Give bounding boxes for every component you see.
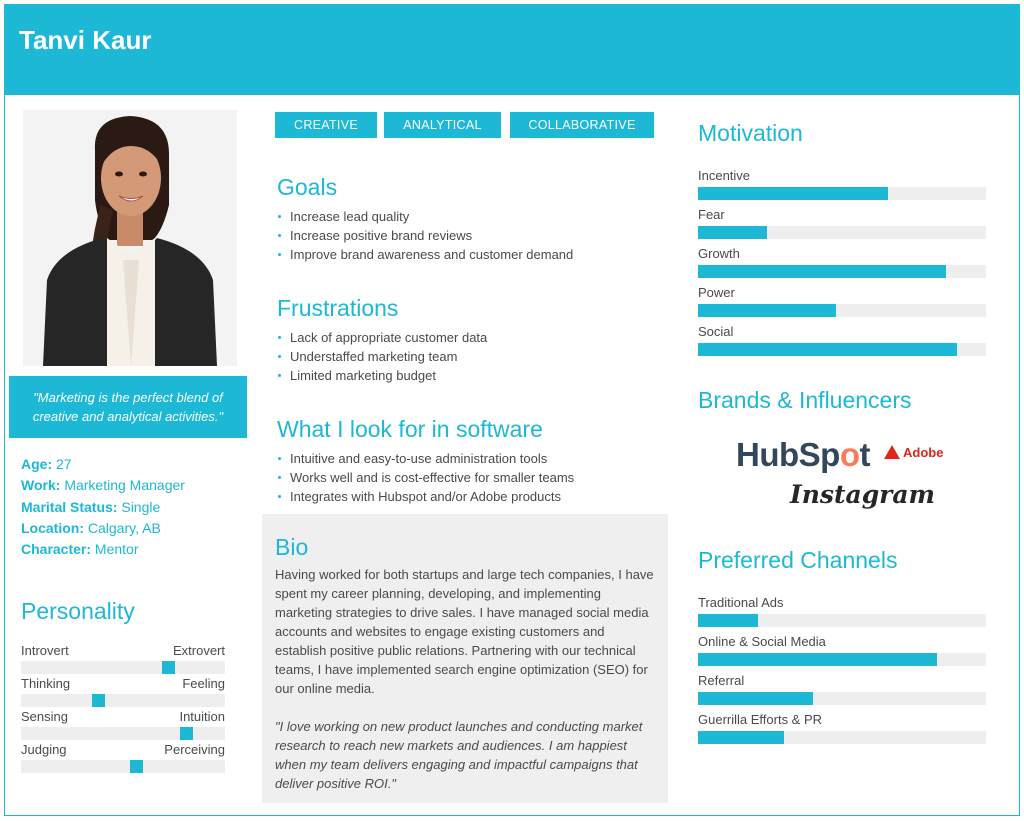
bar-label: Online & Social Media (698, 634, 826, 649)
goals-title: Goals (277, 174, 338, 200)
trait-knob (180, 727, 193, 740)
trait-track (21, 760, 225, 773)
bio-title: Bio (275, 534, 309, 560)
motivation-power (698, 285, 986, 324)
bio-panel (262, 514, 668, 803)
info-location: Location: Calgary, AB (21, 519, 161, 536)
bar-track (698, 692, 986, 705)
bar-fill (698, 731, 784, 744)
bar-track (698, 265, 986, 278)
frustrations-section (277, 295, 487, 385)
bar-track (698, 731, 986, 744)
software-list (277, 449, 574, 506)
trait-right-label: Perceiving (164, 742, 225, 757)
list-item: Intuitive and easy-to-use administration tools (277, 449, 574, 468)
motivation-social (698, 324, 986, 363)
list-item: Integrates with Hubspot and/or Adobe products (277, 487, 574, 506)
trait-track (21, 727, 225, 740)
motivation-title: Motivation (698, 120, 803, 146)
trait-left-label: Sensing (21, 709, 68, 724)
bar-track (698, 187, 986, 200)
bar-label: Incentive (698, 168, 751, 183)
trait-sensing-intuition (21, 709, 225, 742)
bar-fill (698, 614, 758, 627)
bar-label: Guerrilla Efforts & PR (698, 712, 823, 727)
bar-fill (698, 187, 888, 200)
info-marital-status: Marital Status: Single (21, 498, 161, 515)
hubspot-logo: HubSpot (736, 436, 870, 473)
bar-track (698, 653, 986, 666)
brands-title: Brands & Influencers (698, 387, 912, 413)
bar-fill (698, 304, 836, 317)
list-item: Lack of appropriate customer data (277, 328, 487, 347)
info-work: Work: Marketing Manager (21, 477, 185, 494)
adobe-logo: Adobe (884, 445, 943, 460)
list-item: Works well and is cost-effective for smaller teams (277, 468, 574, 487)
bio-text: Having worked for both startups and large tech companies, I have spent my career planning, developing, and implementing marketing strategies to drive sales. I have managed social media accounts and websites to engage existing customers and establish positive public relations. Partnering with our technical teams, I have implemented search engine optimization (SEO) for our online media. (275, 567, 654, 696)
bar-track (698, 614, 986, 627)
bar-fill (698, 653, 937, 666)
trait-right-label: Feeling (182, 676, 225, 691)
trait-knob (130, 760, 143, 773)
channel-guerrilla-pr (698, 712, 986, 751)
brand-logos (698, 428, 986, 518)
trait-introvert-extrovert (21, 643, 225, 676)
persona-photo (23, 110, 237, 366)
trait-left-label: Introvert (21, 643, 69, 658)
channel-online-social (698, 634, 986, 673)
bar-label: Referral (698, 673, 745, 688)
trait-knob (92, 694, 105, 707)
motivation-growth (698, 246, 986, 285)
adobe-icon (884, 445, 900, 459)
bar-label: Traditional Ads (698, 595, 784, 610)
trait-right-label: Intuition (179, 709, 225, 724)
list-item: Increase lead quality (277, 207, 573, 226)
bar-track (698, 343, 986, 356)
trait-left-label: Judging (21, 742, 67, 757)
channel-referral (698, 673, 986, 712)
tag-collaborative: COLLABORATIVE (510, 112, 654, 138)
list-item: Increase positive brand reviews (277, 226, 573, 245)
list-item: Improve brand awareness and customer demand (277, 245, 573, 264)
bar-track (698, 226, 986, 239)
frustrations-title: Frustrations (277, 295, 399, 321)
portrait-image (23, 110, 237, 366)
trait-judging-perceiving (21, 742, 225, 775)
tag-creative: CREATIVE (275, 112, 377, 138)
instagram-logo: Instagram (790, 480, 935, 509)
bar-track (698, 304, 986, 317)
info-age: Age: 27 (21, 456, 72, 472)
motivation-incentive (698, 168, 986, 207)
list-item: Limited marketing budget (277, 366, 487, 385)
trait-left-label: Thinking (21, 676, 71, 691)
trait-track (21, 694, 225, 707)
bar-fill (698, 692, 813, 705)
bio-quote: "I love working on new product launches and conducting market research to reach new markets and audiences. I am happiest when my team delivers engaging and impactful campaigns that deliver positive ROI." (275, 719, 643, 791)
tag-analytical: ANALYTICAL (384, 112, 501, 138)
motivation-fear (698, 207, 986, 246)
persona-info (21, 454, 185, 560)
trait-thinking-feeling (21, 676, 225, 709)
channels-title: Preferred Channels (698, 547, 898, 573)
bar-label: Growth (698, 246, 740, 261)
persona-quote: "Marketing is the perfect blend of creative and analytical activities." (9, 376, 247, 438)
bar-fill (698, 265, 946, 278)
list-item: Understaffed marketing team (277, 347, 487, 366)
software-section (277, 416, 574, 506)
header-bar (5, 5, 1019, 95)
goals-section (277, 174, 573, 264)
trait-right-label: Extrovert (172, 643, 225, 658)
bar-label: Social (698, 324, 734, 339)
trait-knob (162, 661, 175, 674)
personality-title: Personality (21, 598, 135, 624)
bar-label: Fear (698, 207, 725, 222)
bar-fill (698, 226, 767, 239)
trait-track (21, 661, 225, 674)
persona-name: Tanvi Kaur (19, 25, 152, 55)
bar-fill (698, 343, 957, 356)
software-title: What I look for in software (277, 416, 543, 442)
frustrations-list (277, 328, 487, 385)
channel-traditional-ads (698, 595, 986, 634)
bar-label: Power (698, 285, 735, 300)
info-character: Character: Mentor (21, 541, 139, 558)
goals-list (277, 207, 573, 264)
